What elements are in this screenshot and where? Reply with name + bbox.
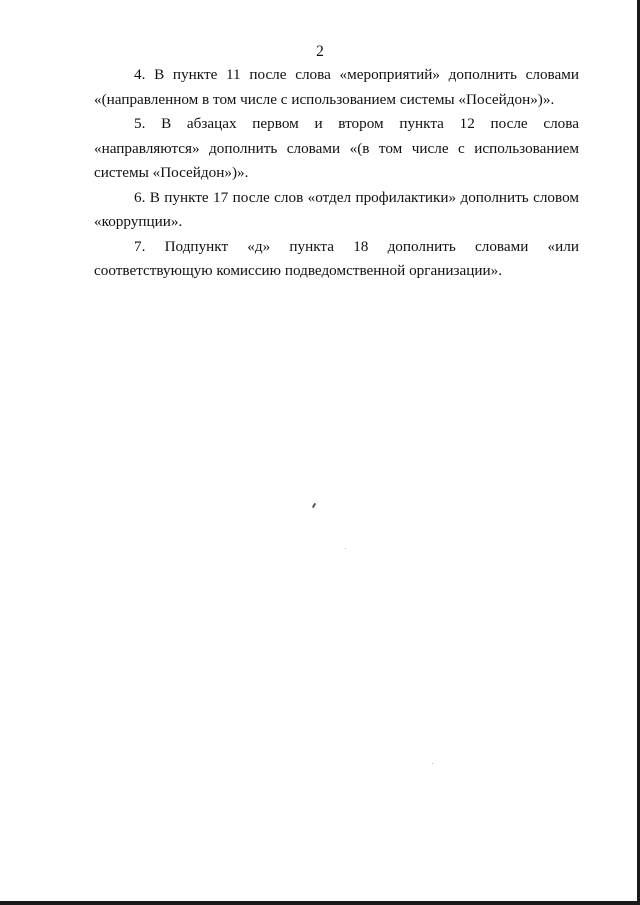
paragraph-item-7: 7. Подпункт «д» пункта 18 дополнить словами «или соответствующую комиссию подведомственной организации».	[94, 237, 579, 279]
paragraph-item-6: 6. В пункте 17 после слов «отдел профилактики» дополнить словом «коррупции».	[94, 188, 579, 230]
paragraph-item-5: 5. В абзацах первом и втором пункта 12 после слова «направляются» дополнить словами «(в том числе с использованием системы «Посейдон»)».	[94, 115, 579, 181]
scan-speck	[432, 763, 433, 764]
scan-speck	[345, 548, 346, 549]
document-body	[94, 63, 579, 284]
scan-speck	[312, 503, 316, 508]
scan-edge-bottom	[0, 901, 640, 905]
page-number: 2	[316, 43, 324, 60]
paragraph-item-4: 4. В пункте 11 после слова «мероприятий» дополнить словами «(направленном в том числе с использованием системы «Посейдон»)».	[94, 66, 579, 108]
